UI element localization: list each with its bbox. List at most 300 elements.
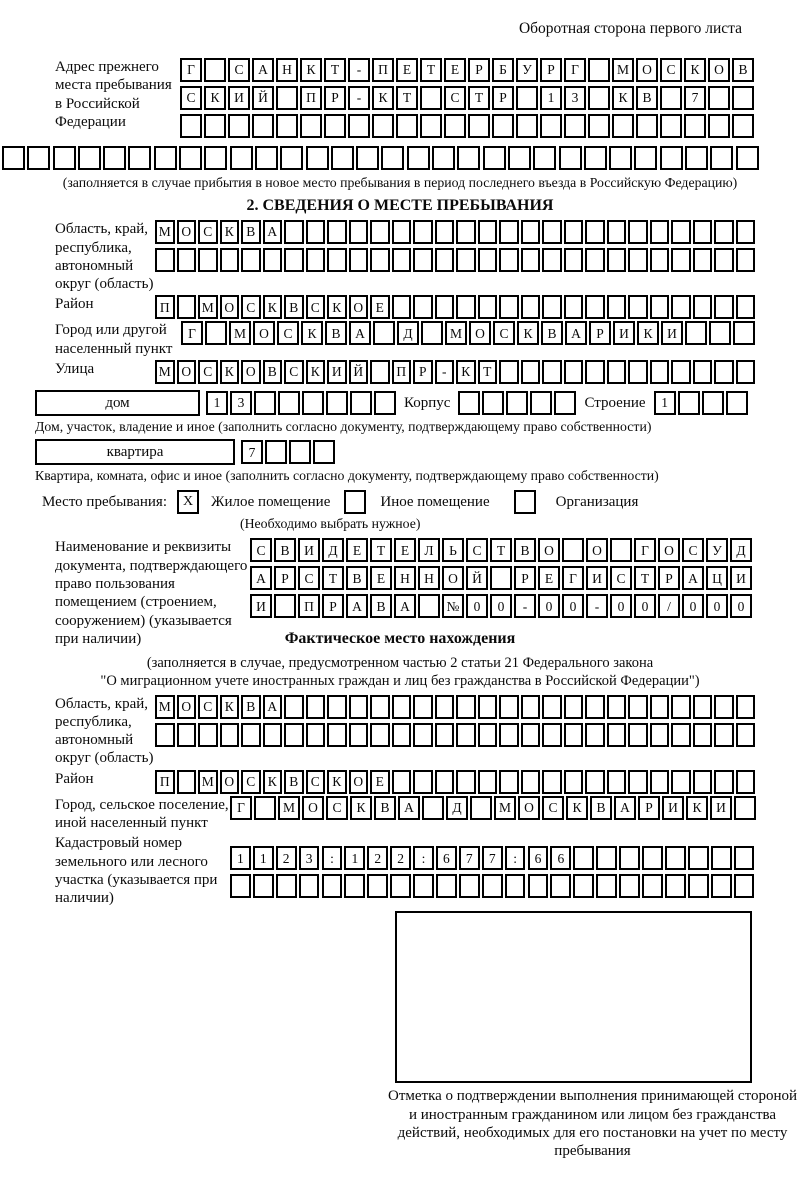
char-cell[interactable]: О	[220, 770, 240, 794]
char-cell[interactable]	[609, 146, 632, 170]
char-cell[interactable]: Д	[322, 538, 344, 562]
char-cell[interactable]	[306, 695, 326, 719]
char-cell[interactable]	[714, 295, 734, 319]
char-cell[interactable]	[708, 86, 730, 110]
char-cell[interactable]	[179, 146, 202, 170]
char-cell[interactable]	[714, 723, 734, 747]
char-cell[interactable]	[478, 695, 498, 719]
char-cell[interactable]	[660, 146, 683, 170]
char-cell[interactable]	[530, 391, 552, 415]
char-cell[interactable]: 1	[206, 391, 228, 415]
char-cell[interactable]: С	[180, 86, 202, 110]
char-cell[interactable]: О	[177, 220, 197, 244]
char-cell[interactable]: Р	[274, 566, 296, 590]
char-cell[interactable]	[542, 220, 562, 244]
char-cell[interactable]: Т	[324, 58, 346, 82]
char-cell[interactable]	[714, 248, 734, 272]
char-cell[interactable]: Д	[730, 538, 752, 562]
char-cell[interactable]: К	[684, 58, 706, 82]
char-cell[interactable]: С	[298, 566, 320, 590]
char-cell[interactable]	[198, 248, 218, 272]
char-cell[interactable]	[607, 360, 627, 384]
char-cell[interactable]	[456, 695, 476, 719]
char-cell[interactable]	[459, 874, 480, 898]
char-cell[interactable]	[230, 146, 253, 170]
char-cell[interactable]	[128, 146, 151, 170]
char-cell[interactable]	[456, 295, 476, 319]
char-cell[interactable]: -	[435, 360, 455, 384]
char-cell[interactable]: Т	[370, 538, 392, 562]
char-cell[interactable]: К	[686, 796, 708, 820]
char-cell[interactable]	[542, 248, 562, 272]
char-cell[interactable]: Р	[540, 58, 562, 82]
char-cell[interactable]	[607, 770, 627, 794]
char-cell[interactable]	[482, 874, 503, 898]
char-cell[interactable]: Т	[468, 86, 490, 110]
char-cell[interactable]: О	[253, 321, 275, 345]
char-cell[interactable]: О	[469, 321, 491, 345]
char-cell[interactable]	[302, 391, 324, 415]
char-cell[interactable]	[642, 846, 663, 870]
char-cell[interactable]	[241, 248, 261, 272]
char-cell[interactable]: И	[250, 594, 272, 618]
char-cell[interactable]	[671, 360, 691, 384]
char-cell[interactable]	[421, 321, 443, 345]
char-cell[interactable]	[456, 770, 476, 794]
char-cell[interactable]	[435, 220, 455, 244]
char-cell[interactable]	[470, 796, 492, 820]
char-cell[interactable]: 1	[253, 846, 274, 870]
char-cell[interactable]	[542, 360, 562, 384]
char-cell[interactable]	[306, 248, 326, 272]
char-cell[interactable]	[693, 695, 713, 719]
char-cell[interactable]: В	[284, 295, 304, 319]
char-cell[interactable]	[252, 114, 274, 138]
char-cell[interactable]	[53, 146, 76, 170]
char-cell[interactable]	[528, 874, 549, 898]
char-cell[interactable]: Т	[396, 86, 418, 110]
char-cell[interactable]	[241, 723, 261, 747]
char-cell[interactable]: В	[514, 538, 536, 562]
char-cell[interactable]: К	[204, 86, 226, 110]
char-cell[interactable]	[392, 295, 412, 319]
char-cell[interactable]	[348, 114, 370, 138]
char-cell[interactable]: А	[614, 796, 636, 820]
char-cell[interactable]	[253, 874, 274, 898]
char-cell[interactable]: М	[155, 695, 175, 719]
char-cell[interactable]: 0	[610, 594, 632, 618]
char-cell[interactable]	[289, 440, 311, 464]
char-cell[interactable]	[155, 248, 175, 272]
char-cell[interactable]	[607, 695, 627, 719]
char-cell[interactable]	[732, 114, 754, 138]
char-cell[interactable]	[506, 391, 528, 415]
char-cell[interactable]	[628, 248, 648, 272]
char-cell[interactable]	[344, 874, 365, 898]
char-cell[interactable]	[693, 770, 713, 794]
char-cell[interactable]	[564, 695, 584, 719]
char-cell[interactable]: Ц	[706, 566, 728, 590]
char-cell[interactable]	[636, 114, 658, 138]
char-cell[interactable]	[177, 248, 197, 272]
char-cell[interactable]: М	[494, 796, 516, 820]
char-cell[interactable]	[585, 295, 605, 319]
char-cell[interactable]	[204, 58, 226, 82]
char-cell[interactable]	[413, 295, 433, 319]
char-cell[interactable]	[628, 770, 648, 794]
char-cell[interactable]: Е	[538, 566, 560, 590]
char-cell[interactable]: 3	[230, 391, 252, 415]
char-cell[interactable]: О	[177, 360, 197, 384]
char-cell[interactable]	[418, 594, 440, 618]
char-cell[interactable]	[665, 846, 686, 870]
char-cell[interactable]: :	[413, 846, 434, 870]
char-cell[interactable]: М	[198, 770, 218, 794]
char-cell[interactable]	[650, 695, 670, 719]
char-cell[interactable]	[736, 146, 759, 170]
char-cell[interactable]	[490, 566, 512, 590]
char-cell[interactable]	[478, 723, 498, 747]
char-cell[interactable]	[650, 770, 670, 794]
char-cell[interactable]: С	[284, 360, 304, 384]
char-cell[interactable]	[435, 695, 455, 719]
char-cell[interactable]: 0	[634, 594, 656, 618]
char-cell[interactable]	[702, 391, 724, 415]
char-cell[interactable]	[499, 295, 519, 319]
char-cell[interactable]: О	[349, 295, 369, 319]
char-cell[interactable]	[435, 248, 455, 272]
char-cell[interactable]	[420, 114, 442, 138]
char-cell[interactable]	[584, 146, 607, 170]
char-cell[interactable]	[220, 723, 240, 747]
char-cell[interactable]	[370, 723, 390, 747]
char-cell[interactable]: 3	[564, 86, 586, 110]
char-cell[interactable]	[300, 114, 322, 138]
char-cell[interactable]: Р	[658, 566, 680, 590]
char-cell[interactable]	[177, 295, 197, 319]
char-cell[interactable]: С	[682, 538, 704, 562]
char-cell[interactable]	[284, 695, 304, 719]
char-cell[interactable]	[228, 114, 250, 138]
char-cell[interactable]	[671, 770, 691, 794]
char-cell[interactable]: 3	[299, 846, 320, 870]
char-cell[interactable]: О	[349, 770, 369, 794]
char-cell[interactable]: В	[541, 321, 563, 345]
char-cell[interactable]	[734, 846, 755, 870]
char-cell[interactable]: С	[610, 566, 632, 590]
char-cell[interactable]: С	[660, 58, 682, 82]
char-cell[interactable]	[220, 248, 240, 272]
char-cell[interactable]: Й	[252, 86, 274, 110]
char-cell[interactable]	[665, 874, 686, 898]
char-cell[interactable]	[306, 723, 326, 747]
char-cell[interactable]	[413, 248, 433, 272]
char-cell[interactable]	[276, 114, 298, 138]
char-cell[interactable]	[588, 114, 610, 138]
char-cell[interactable]	[254, 796, 276, 820]
char-cell[interactable]	[413, 723, 433, 747]
char-cell[interactable]	[736, 248, 756, 272]
char-cell[interactable]	[327, 248, 347, 272]
char-cell[interactable]	[284, 248, 304, 272]
char-cell[interactable]: В	[284, 770, 304, 794]
char-cell[interactable]	[499, 360, 519, 384]
char-cell[interactable]: 7	[482, 846, 503, 870]
char-cell[interactable]	[372, 114, 394, 138]
char-cell[interactable]	[693, 723, 713, 747]
char-cell[interactable]	[573, 874, 594, 898]
char-cell[interactable]: Д	[397, 321, 419, 345]
char-cell[interactable]: И	[298, 538, 320, 562]
char-cell[interactable]: К	[263, 295, 283, 319]
char-cell[interactable]	[350, 391, 372, 415]
char-cell[interactable]	[585, 220, 605, 244]
char-cell[interactable]: К	[456, 360, 476, 384]
char-cell[interactable]	[2, 146, 25, 170]
char-cell[interactable]	[642, 874, 663, 898]
char-cell[interactable]: Й	[466, 566, 488, 590]
char-cell[interactable]	[612, 114, 634, 138]
char-cell[interactable]	[274, 594, 296, 618]
char-cell[interactable]: В	[636, 86, 658, 110]
char-cell[interactable]: 0	[466, 594, 488, 618]
char-cell[interactable]	[564, 723, 584, 747]
char-cell[interactable]: К	[327, 770, 347, 794]
char-cell[interactable]: А	[394, 594, 416, 618]
char-cell[interactable]: И	[613, 321, 635, 345]
char-cell[interactable]: В	[370, 594, 392, 618]
char-cell[interactable]: С	[542, 796, 564, 820]
char-cell[interactable]	[456, 723, 476, 747]
char-cell[interactable]	[709, 321, 731, 345]
char-cell[interactable]: С	[250, 538, 272, 562]
char-cell[interactable]	[660, 114, 682, 138]
char-cell[interactable]: В	[274, 538, 296, 562]
char-cell[interactable]	[263, 248, 283, 272]
char-cell[interactable]: В	[241, 695, 261, 719]
char-cell[interactable]	[420, 86, 442, 110]
char-cell[interactable]	[564, 220, 584, 244]
char-cell[interactable]: П	[155, 770, 175, 794]
char-cell[interactable]: 0	[730, 594, 752, 618]
char-cell[interactable]: П	[392, 360, 412, 384]
char-cell[interactable]	[542, 295, 562, 319]
char-cell[interactable]	[650, 248, 670, 272]
char-cell[interactable]	[607, 723, 627, 747]
char-cell[interactable]	[521, 770, 541, 794]
char-cell[interactable]	[688, 846, 709, 870]
char-cell[interactable]	[693, 220, 713, 244]
char-cell[interactable]	[327, 723, 347, 747]
char-cell[interactable]	[619, 874, 640, 898]
char-cell[interactable]: У	[706, 538, 728, 562]
char-cell[interactable]	[736, 360, 756, 384]
char-cell[interactable]	[177, 770, 197, 794]
char-cell[interactable]: Р	[468, 58, 490, 82]
char-cell[interactable]: О	[586, 538, 608, 562]
char-cell[interactable]	[306, 146, 329, 170]
char-cell[interactable]	[685, 321, 707, 345]
char-cell[interactable]: К	[350, 796, 372, 820]
char-cell[interactable]	[432, 146, 455, 170]
char-cell[interactable]: Г	[564, 58, 586, 82]
char-cell[interactable]	[533, 146, 556, 170]
char-cell[interactable]	[650, 360, 670, 384]
char-cell[interactable]	[516, 114, 538, 138]
char-cell[interactable]	[458, 391, 480, 415]
char-cell[interactable]	[392, 723, 412, 747]
char-cell[interactable]	[349, 220, 369, 244]
char-cell[interactable]	[331, 146, 354, 170]
char-cell[interactable]: А	[252, 58, 274, 82]
inoe-checkbox[interactable]	[344, 490, 366, 514]
char-cell[interactable]: С	[444, 86, 466, 110]
char-cell[interactable]	[671, 723, 691, 747]
char-cell[interactable]	[521, 295, 541, 319]
char-cell[interactable]	[482, 391, 504, 415]
char-cell[interactable]	[554, 391, 576, 415]
char-cell[interactable]: /	[658, 594, 680, 618]
char-cell[interactable]	[370, 695, 390, 719]
char-cell[interactable]: С	[198, 695, 218, 719]
char-cell[interactable]	[607, 220, 627, 244]
char-cell[interactable]: 6	[436, 846, 457, 870]
char-cell[interactable]	[678, 391, 700, 415]
char-cell[interactable]	[508, 146, 531, 170]
char-cell[interactable]	[155, 723, 175, 747]
char-cell[interactable]: С	[306, 770, 326, 794]
char-cell[interactable]: 2	[367, 846, 388, 870]
char-cell[interactable]: М	[155, 360, 175, 384]
char-cell[interactable]	[413, 770, 433, 794]
char-cell[interactable]	[610, 538, 632, 562]
char-cell[interactable]	[671, 220, 691, 244]
char-cell[interactable]: В	[590, 796, 612, 820]
char-cell[interactable]	[392, 695, 412, 719]
char-cell[interactable]: К	[263, 770, 283, 794]
char-cell[interactable]	[373, 321, 395, 345]
char-cell[interactable]	[542, 695, 562, 719]
char-cell[interactable]: И	[662, 796, 684, 820]
char-cell[interactable]	[180, 114, 202, 138]
char-cell[interactable]	[714, 770, 734, 794]
char-cell[interactable]: В	[325, 321, 347, 345]
char-cell[interactable]	[562, 538, 584, 562]
char-cell[interactable]	[276, 86, 298, 110]
char-cell[interactable]: И	[586, 566, 608, 590]
char-cell[interactable]	[521, 695, 541, 719]
char-cell[interactable]: К	[220, 360, 240, 384]
char-cell[interactable]	[407, 146, 430, 170]
char-cell[interactable]	[521, 360, 541, 384]
char-cell[interactable]: 1	[654, 391, 676, 415]
char-cell[interactable]: О	[241, 360, 261, 384]
char-cell[interactable]	[276, 874, 297, 898]
char-cell[interactable]	[542, 770, 562, 794]
char-cell[interactable]	[542, 723, 562, 747]
char-cell[interactable]: Р	[514, 566, 536, 590]
char-cell[interactable]	[435, 770, 455, 794]
char-cell[interactable]	[734, 796, 756, 820]
char-cell[interactable]	[650, 220, 670, 244]
char-cell[interactable]: 1	[540, 86, 562, 110]
char-cell[interactable]	[596, 846, 617, 870]
char-cell[interactable]: Е	[370, 566, 392, 590]
char-cell[interactable]	[650, 723, 670, 747]
char-cell[interactable]	[177, 723, 197, 747]
char-cell[interactable]: И	[710, 796, 732, 820]
char-cell[interactable]: -	[514, 594, 536, 618]
char-cell[interactable]: С	[198, 360, 218, 384]
char-cell[interactable]	[585, 248, 605, 272]
char-cell[interactable]	[711, 846, 732, 870]
char-cell[interactable]: П	[298, 594, 320, 618]
char-cell[interactable]: К	[301, 321, 323, 345]
char-cell[interactable]	[628, 360, 648, 384]
char-cell[interactable]	[413, 874, 434, 898]
char-cell[interactable]: Т	[322, 566, 344, 590]
char-cell[interactable]: О	[442, 566, 464, 590]
char-cell[interactable]: Ь	[442, 538, 464, 562]
char-cell[interactable]: С	[241, 770, 261, 794]
char-cell[interactable]	[204, 114, 226, 138]
char-cell[interactable]	[499, 248, 519, 272]
char-cell[interactable]: Т	[420, 58, 442, 82]
char-cell[interactable]: 1	[344, 846, 365, 870]
char-cell[interactable]	[263, 723, 283, 747]
char-cell[interactable]	[671, 295, 691, 319]
char-cell[interactable]: А	[398, 796, 420, 820]
char-cell[interactable]: Е	[370, 295, 390, 319]
char-cell[interactable]	[392, 248, 412, 272]
char-cell[interactable]	[327, 695, 347, 719]
char-cell[interactable]: Р	[413, 360, 433, 384]
char-cell[interactable]	[457, 146, 480, 170]
char-cell[interactable]	[499, 695, 519, 719]
char-cell[interactable]: И	[730, 566, 752, 590]
char-cell[interactable]	[550, 874, 571, 898]
char-cell[interactable]	[516, 86, 538, 110]
char-cell[interactable]	[660, 86, 682, 110]
char-cell[interactable]	[306, 220, 326, 244]
char-cell[interactable]	[370, 360, 390, 384]
char-cell[interactable]	[265, 440, 287, 464]
char-cell[interactable]: О	[636, 58, 658, 82]
char-cell[interactable]	[313, 440, 335, 464]
char-cell[interactable]: В	[374, 796, 396, 820]
char-cell[interactable]: Н	[276, 58, 298, 82]
char-cell[interactable]	[499, 770, 519, 794]
char-cell[interactable]	[413, 220, 433, 244]
char-cell[interactable]: С	[493, 321, 515, 345]
char-cell[interactable]	[734, 874, 755, 898]
char-cell[interactable]	[492, 114, 514, 138]
char-cell[interactable]	[726, 391, 748, 415]
char-cell[interactable]	[736, 723, 756, 747]
char-cell[interactable]	[27, 146, 50, 170]
char-cell[interactable]: К	[637, 321, 659, 345]
char-cell[interactable]: М	[198, 295, 218, 319]
char-cell[interactable]	[736, 295, 756, 319]
char-cell[interactable]: Р	[492, 86, 514, 110]
char-cell[interactable]	[392, 770, 412, 794]
char-cell[interactable]: -	[348, 58, 370, 82]
char-cell[interactable]: Р	[324, 86, 346, 110]
char-cell[interactable]	[693, 295, 713, 319]
char-cell[interactable]: С	[277, 321, 299, 345]
char-cell[interactable]: 1	[230, 846, 251, 870]
char-cell[interactable]	[607, 248, 627, 272]
